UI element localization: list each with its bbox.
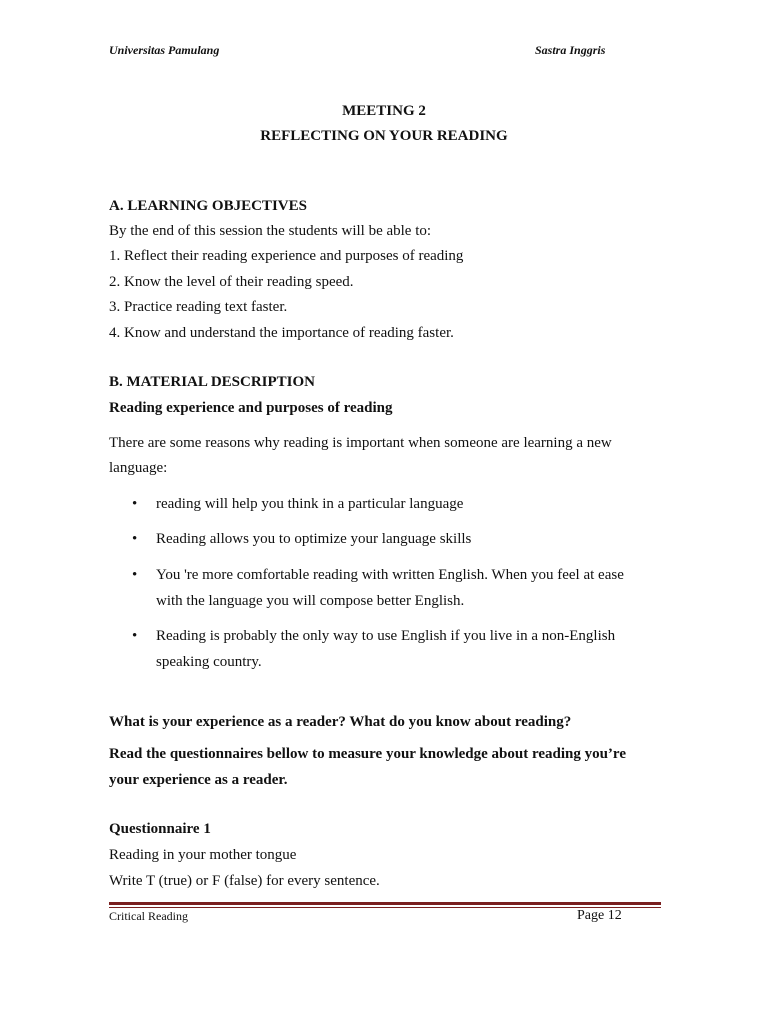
section-a-intro: By the end of this session the students will be able to:: [109, 223, 432, 239]
objective-item: 4. Know and understand the importance of reading faster.: [109, 325, 454, 341]
bullet-item: You 're more comfortable reading with written English. When you feel at ease: [156, 567, 624, 583]
reader-question: What is your experience as a reader? What do you know about reading?: [109, 714, 572, 730]
header-institution: Universitas Pamulang: [109, 43, 220, 57]
bullet-icon: •: [132, 531, 138, 547]
bullet-item: Reading is probably the only way to use English if you live in a non-English: [156, 628, 616, 644]
section-b-paragraph-cont: language:: [109, 460, 168, 476]
section-b-subheading: Reading experience and purposes of reading: [109, 400, 393, 416]
objective-item: 3. Practice reading text faster.: [109, 299, 288, 315]
bullet-icon: •: [132, 567, 138, 583]
objective-item: 1. Reflect their reading experience and purposes of reading: [109, 248, 464, 264]
footer-divider: [109, 902, 661, 905]
bullet-item: Reading allows you to optimize your language skills: [156, 531, 472, 547]
section-b-heading: B. MATERIAL DESCRIPTION: [109, 374, 316, 390]
section-a-heading: A. LEARNING OBJECTIVES: [109, 198, 307, 214]
bullet-item-cont: speaking country.: [156, 654, 262, 670]
questionnaire-line: Reading in your mother tongue: [109, 847, 297, 863]
instruction-text-cont: your experience as a reader.: [109, 772, 288, 788]
section-b-paragraph: There are some reasons why reading is important when someone are learning a new: [109, 435, 612, 451]
page-title: MEETING 2: [342, 103, 426, 119]
bullet-item-cont: with the language you will compose better English.: [156, 593, 465, 609]
footer-course: Critical Reading: [109, 909, 188, 923]
bullet-icon: •: [132, 496, 138, 512]
bullet-item: reading will help you think in a particular language: [156, 496, 464, 512]
footer-page-number: Page 12: [577, 908, 622, 923]
bullet-icon: •: [132, 628, 138, 644]
questionnaire-line: Write T (true) or F (false) for every sentence.: [109, 873, 380, 889]
header-department: Sastra Inggris: [535, 43, 606, 57]
objective-item: 2. Know the level of their reading speed.: [109, 274, 354, 290]
instruction-text: Read the questionnaires bellow to measure your knowledge about reading you’re: [109, 746, 626, 762]
page-subtitle: REFLECTING ON YOUR READING: [260, 128, 508, 144]
questionnaire-heading: Questionnaire 1: [109, 821, 211, 837]
